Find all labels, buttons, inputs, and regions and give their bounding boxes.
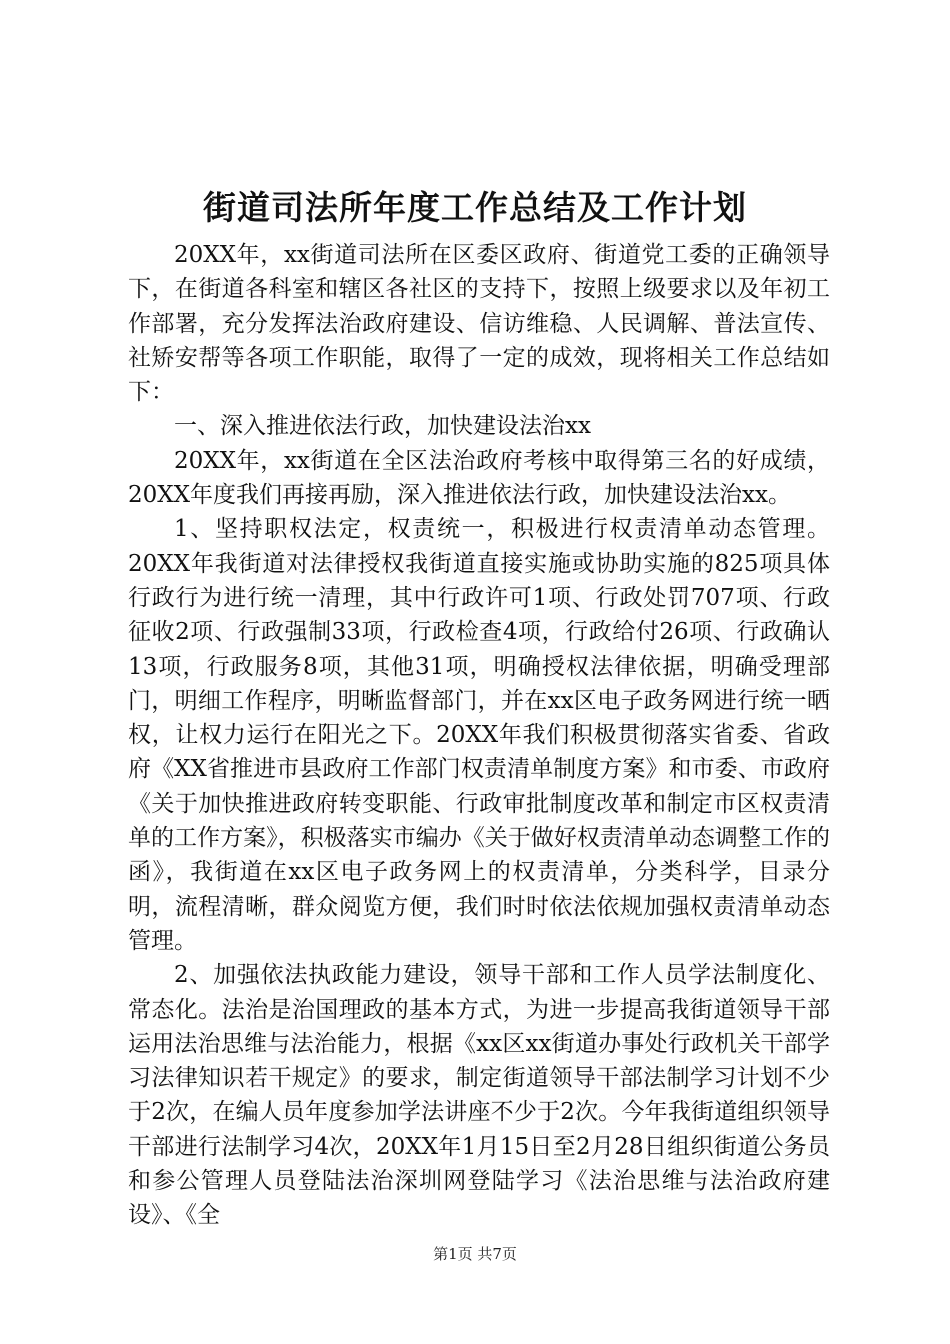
paragraph-item-1: 1、坚持职权法定，权责统一，积极进行权责清单动态管理。20XX年我街道对法律授权我街道直接实施或协助实施的825项具体行政行为进行统一清理，其中行政许可1项、行政处罚707项、行政征收2项、行政强制33项，行政检查4项，行政给付26项、行政确认13项，行政服务8项，其他31项，明确授权法律依据，明确受理部门，明细工作程序，明晰监督部门，并在xx区电子政务网进行统一晒权，让权力运行在阳光之下。20XX年我们积极贯彻落实省委、省政府《XX省推进市县政府工作部门权责清单制度方案》和市委、市政府《关于加快推进政府转变职能、行政审批制度改革和制定市区权责清单的工作方案》，积极落实市编办《关于做好权责清单动态调整工作的函》，我街道在xx区电子政务网上的权责清单，分类科学，目录分明，流程清晰，群众阅览方便，我们时时依法依规加强权责清单动态管理。 xyxy=(128,516,830,954)
paragraph-section-1-summary: 20XX年，xx街道在全区法治政府考核中取得第三名的好成绩，20XX年度我们再接再励，深入推进依法行政，加快建设法治xx。 xyxy=(128,447,830,509)
section-heading-1: 一、深入推进依法行政，加快建设法治xx xyxy=(174,413,591,440)
document-body xyxy=(128,238,830,1233)
document-title: 街道司法所年度工作总结及工作计划 xyxy=(203,188,747,227)
paragraph-intro: 20XX年，xx街道司法所在区委区政府、街道党工委的正确领导下，在街道各科室和辖区各社区的支持下，按照上级要求以及年初工作部署，充分发挥法治政府建设、信访维稳、人民调解、普法宣传、社矫安帮等各项工作职能，取得了一定的成效，现将相关工作总结如下： xyxy=(128,242,830,406)
paragraph-item-2: 2、加强依法执政能力建设，领导干部和工作人员学法制度化、常态化。法治是治国理政的基本方式，为进一步提高我街道领导干部运用法治思维与法治能力，根据《xx区xx街道办事处行政机关干部学习法律知识若干规定》的要求，制定街道领导干部法制学习计划不少于2次，在编人员年度参加学法讲座不少于2次。今年我街道组织领导干部进行法制学习4次，20XX年1月15日至2月28日组织街道公务员和参公管理人员登陆法治深圳网登陆学习《法治思维与法治政府建设》、《全 xyxy=(128,962,830,1229)
page-number-footer: 第1页 共7页 xyxy=(433,1245,517,1263)
